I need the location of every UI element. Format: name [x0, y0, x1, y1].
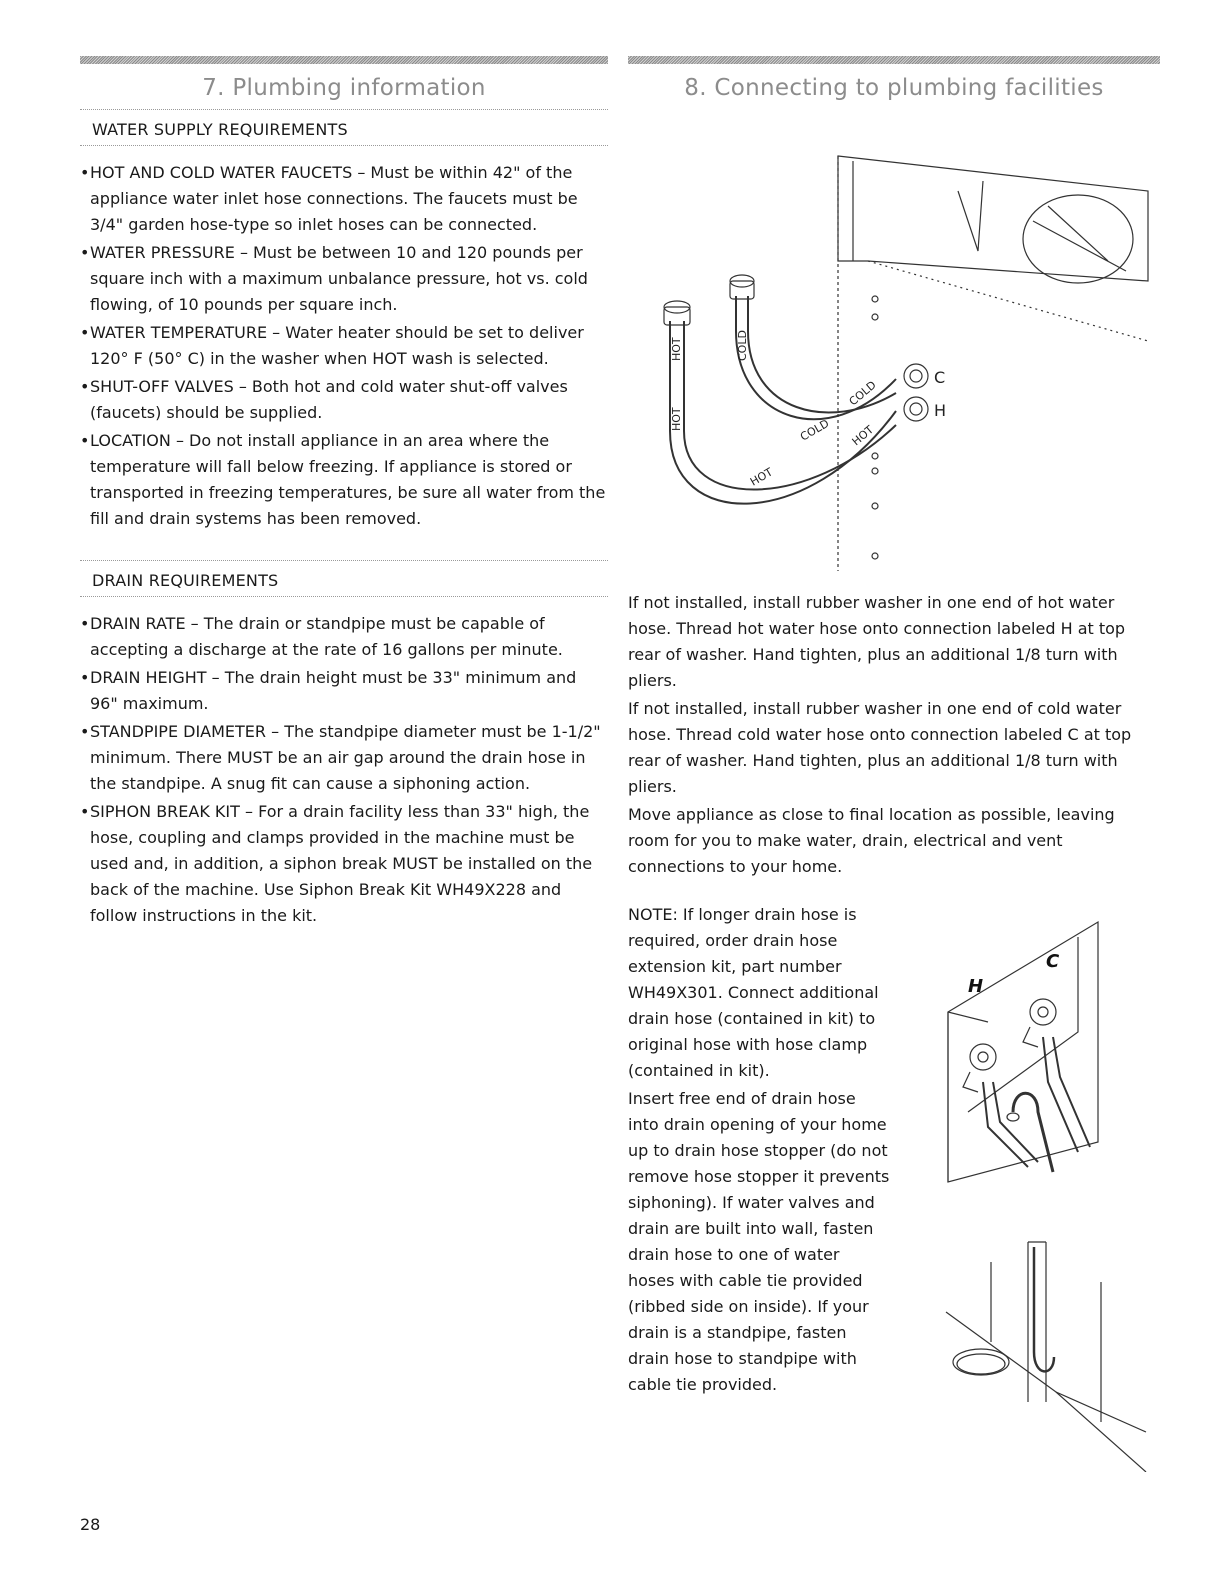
- hose-connection-illustration: [628, 111, 1160, 591]
- section-title-connecting: 8. Connecting to plumbing facilities: [684, 75, 1104, 101]
- list-item: • LOCATION – Do not install appliance in an area where the temperature will fall below freezing. If appliance is stored or transported in freezing temperatures, be sure all water from the fill and drain systems has been removed.: [80, 431, 606, 528]
- note-text: [628, 902, 890, 1398]
- note-extension-kit: NOTE: If longer drain hose is required, order drain hose extension kit, part number WH49X301. Connect additional drain hose (contained in kit) to original hose with hose clamp (contained in kit).: [628, 905, 879, 1080]
- hose-label-hot: HOT: [748, 465, 775, 489]
- hose-label-hot: HOT: [670, 407, 683, 431]
- note-insert-hose: Insert free end of drain hose into drain opening of your home up to drain hose stopper (do not remove hose stopper it prevents siphoning). If water valves and drain are built into wall, fasten drain hose to one of water hoses with cable tie provided (ribbed side on inside). If your drain is a standpipe, fasten drain hose to standpipe with cable tie provided.: [628, 1089, 890, 1394]
- list-item: • DRAIN HEIGHT – The drain height must be 33" minimum and 96" maximum.: [80, 668, 577, 713]
- list-item: • DRAIN RATE – The drain or standpipe must be capable of accepting a discharge at the rate of 16 gallons per minute.: [80, 614, 563, 659]
- list-item: • WATER TEMPERATURE – Water heater should be set to deliver 120° F (50° C) in the washer when HOT wash is selected.: [80, 323, 584, 368]
- hose-label-hot: HOT: [670, 337, 683, 361]
- section-rule: [80, 56, 608, 64]
- paragraph-cold-hose: If not installed, install rubber washer in one end of cold water hose. Thread cold water hose onto connection labeled C at top rear of washer. Hand tighten, plus an additional 1/8 turn with pliers.: [628, 699, 1132, 796]
- paragraph-move-appliance: Move appliance as close to final location as possible, leaving room for you to make water, drain, electrical and vent connections to your home.: [628, 805, 1115, 876]
- list-item: • SHUT-OFF VALVES – Both hot and cold water shut-off valves (faucets) should be supplied.: [80, 377, 568, 422]
- water-supply-list: [80, 160, 608, 532]
- note-section: [628, 902, 1160, 1482]
- hose-label-hot: HOT: [849, 423, 877, 449]
- hose-label-cold: COLD: [798, 416, 832, 444]
- connection-label-h: H: [934, 401, 947, 420]
- hose-label-cold: COLD: [736, 330, 749, 361]
- page-number: 28: [80, 1515, 101, 1534]
- section-rule: [628, 56, 1160, 64]
- list-item: • HOT AND COLD WATER FAUCETS – Must be within 42" of the appliance water inlet hose connections. The faucets must be 3/4" garden hose-type so inlet hoses can be connected.: [80, 163, 578, 234]
- wall-faucet-illustration: [928, 912, 1108, 1192]
- standpipe-illustration: [936, 1232, 1156, 1472]
- list-item: • STANDPIPE DIAMETER – The standpipe diameter must be 1-1/2" minimum. There MUST be an air gap around the drain hose in the standpipe. A snug fit can cause a siphoning action.: [80, 722, 601, 793]
- hose-label-cold: COLD: [846, 378, 879, 409]
- list-item: • SIPHON BREAK KIT – For a drain facility less than 33" high, the hose, coupling and clamps provided in the machine must be used and, in addition, a siphon break MUST be installed on the back of the machine. Use Siphon Break Kit WH49X228 and follow instructions in the kit.: [80, 802, 593, 925]
- list-item: • WATER PRESSURE – Must be between 10 and 120 pounds per square inch with a maximum unbalance pressure, hot vs. cold flowing, of 10 pounds per square inch.: [80, 243, 588, 314]
- left-column: [80, 56, 608, 931]
- drain-list: [80, 611, 608, 929]
- paragraph-hot-hose: If not installed, install rubber washer in one end of hot water hose. Thread hot water hose onto connection labeled H at top rear of washer. Hand tighten, plus an additional 1/8 turn with pliers.: [628, 593, 1126, 690]
- instructions: [628, 590, 1160, 880]
- faucet-label-h: H: [968, 976, 984, 997]
- faucet-label-c: C: [1046, 951, 1060, 972]
- section-title-plumbing: 7. Plumbing information: [202, 75, 486, 101]
- water-supply-heading: WATER SUPPLY REQUIREMENTS: [80, 109, 608, 146]
- drain-heading: DRAIN REQUIREMENTS: [80, 560, 608, 597]
- right-column: [628, 56, 1160, 1482]
- connection-label-c: C: [934, 368, 946, 387]
